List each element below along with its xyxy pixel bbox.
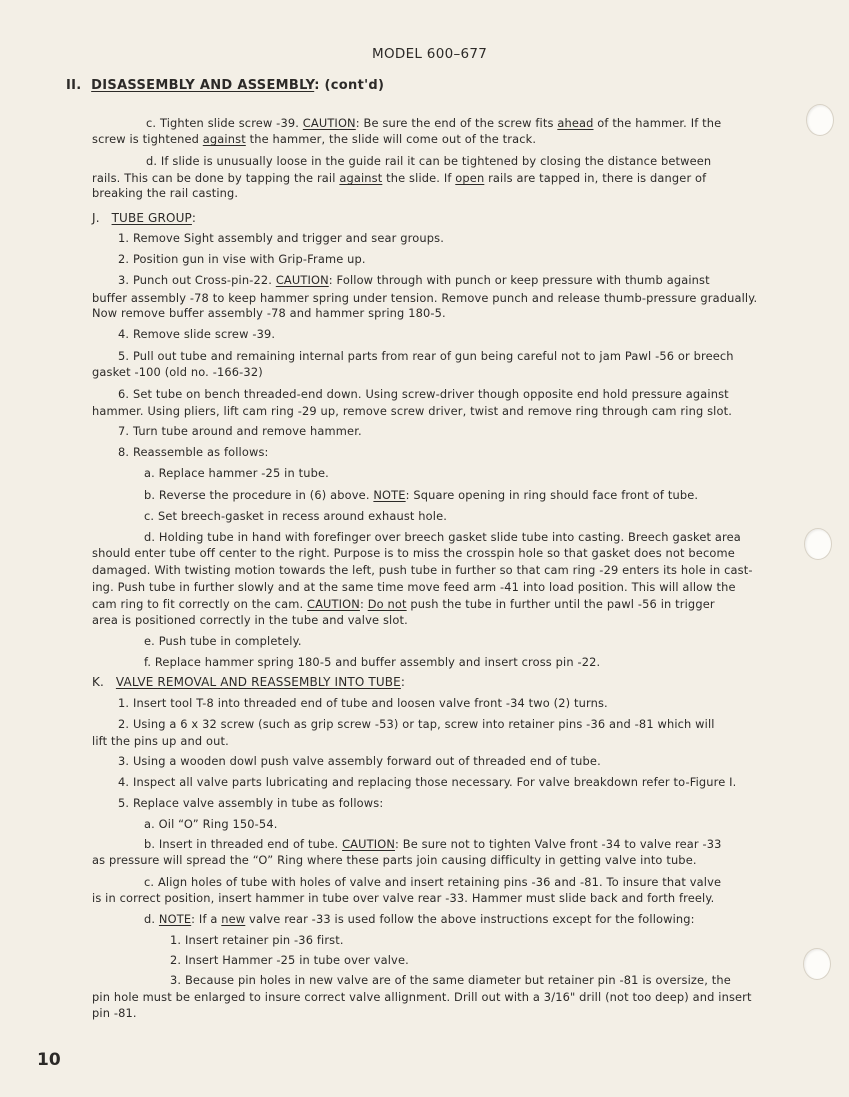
- j-item-8b: b. Reverse the procedure in (6) above. NOTE: Square opening in ring should face front of tube.: [144, 488, 699, 502]
- d-para-line3: breaking the rail casting.: [92, 186, 239, 200]
- j-item-8e: e. Push tube in completely.: [144, 634, 302, 648]
- k-item-5d-sub1: 1. Insert retainer pin -36 first.: [170, 933, 344, 947]
- k-item-1: 1. Insert tool T-8 into threaded end of tube and loosen valve front -34 two (2) turns.: [118, 696, 608, 710]
- j-item-5-line2: gasket -100 (old no. -166-32): [92, 365, 263, 379]
- j-item-5: 5. Pull out tube and remaining internal parts from rear of gun being careful not to jam Pawl -56 or breech: [118, 349, 734, 363]
- j-item-6: 6. Set tube on bench threaded-end down. Using screw-driver though opposite end hold pressure against: [118, 387, 729, 401]
- binder-hole-middle: [804, 528, 832, 560]
- k-item-5d-sub3-line2: pin hole must be enlarged to insure correct valve allignment. Drill out with a 3/16" drill (not too deep) and insert: [92, 990, 752, 1004]
- k-item-3: 3. Using a wooden dowl push valve assembly forward out of threaded end of tube.: [118, 754, 601, 768]
- k-item-5b: b. Insert in threaded end of tube. CAUTION: Be sure not to tighten Valve front -34 to valve rear -33: [144, 837, 722, 851]
- k-item-5a: a. Oil “O” Ring 150-54.: [144, 817, 278, 831]
- k-item-5c-line1: c. Align holes of tube with holes of valve and insert retaining pins -36 and -81. To insure that valve: [144, 875, 722, 889]
- section-j-heading: J. TUBE GROUP:: [92, 211, 197, 225]
- k-item-5d-sub2: 2. Insert Hammer -25 in tube over valve.: [170, 953, 409, 967]
- k-item-2: 2. Using a 6 x 32 screw (such as grip screw -53) or tap, screw into retainer pins -36 and -81 which will: [118, 717, 715, 731]
- section-k-heading: K. VALVE REMOVAL AND REASSEMBLY INTO TUBE:: [92, 675, 406, 689]
- k-item-5d-sub3-line3: pin -81.: [92, 1006, 137, 1020]
- j-item-8d-line2: should enter tube off center to the right. Purpose is to miss the crosspin hole so that gasket does not become: [92, 546, 735, 560]
- k-item-5b-line2: as pressure will spread the “O” Ring where these parts join causing difficulty in getting valve into tube.: [92, 853, 697, 867]
- j-item-3-line2: buffer assembly -78 to keep hammer spring under tension. Remove punch and release thumb-pressure gradually.: [92, 291, 758, 305]
- k-item-4: 4. Inspect all valve parts lubricating and replacing those necessary. For valve breakdown refer to-Figure I.: [118, 775, 737, 789]
- j-item-8d-line5: cam ring to fit correctly on the cam. CAUTION: Do not push the tube in further until the pawl -56 in trigger: [92, 597, 715, 611]
- k-item-2-line2: lift the pins up and out.: [92, 734, 229, 748]
- j-item-7: 7. Turn tube around and remove hammer.: [118, 424, 362, 438]
- k-item-5: 5. Replace valve assembly in tube as follows:: [118, 796, 384, 810]
- binder-hole-bottom: [803, 948, 831, 980]
- binder-hole-top: [806, 104, 834, 136]
- k-item-5d: d. NOTE: If a new valve rear -33 is used follow the above instructions except for the following:: [144, 912, 695, 926]
- page-number: 10: [37, 1050, 61, 1070]
- j-item-3: 3. Punch out Cross-pin-22. CAUTION: Follow through with punch or keep pressure with thumb against: [118, 273, 710, 287]
- j-item-2: 2. Position gun in vise with Grip-Frame up.: [118, 252, 366, 266]
- j-item-8f: f. Replace hammer spring 180-5 and buffer assembly and insert cross pin -22.: [144, 655, 601, 669]
- k-item-5c-line2: is in correct position, insert hammer in tube over valve rear -33. Hammer must slide back and forth freely.: [92, 891, 715, 905]
- c-para-line2: screw is tightened against the hammer, the slide will come out of the track.: [92, 132, 537, 146]
- j-item-6-line2: hammer. Using pliers, lift cam ring -29 up, remove screw driver, twist and remove ring through cam ring slot.: [92, 404, 733, 418]
- j-item-1: 1. Remove Sight assembly and trigger and sear groups.: [118, 231, 444, 245]
- k-item-5d-sub3: 3. Because pin holes in new valve are of the same diameter but retainer pin -81 is oversize, the: [170, 973, 731, 987]
- d-para-line1: d. If slide is unusually loose in the guide rail it can be tightened by closing the distance between: [146, 154, 712, 168]
- j-item-8c: c. Set breech-gasket in recess around exhaust hole.: [144, 509, 448, 523]
- section-ii-heading: II. DISASSEMBLY AND ASSEMBLY: (cont'd): [66, 78, 385, 93]
- j-item-8d-line3: damaged. With twisting motion towards the left, push tube in further so that cam ring -29 enters its hole in cast-: [92, 563, 753, 577]
- j-item-8d-line1: d. Holding tube in hand with forefinger over breech gasket slide tube into casting. Breech gasket area: [144, 530, 741, 544]
- j-item-8d-line4: ing. Push tube in further slowly and at the same time move feed arm -41 into load position. This will allow the: [92, 580, 736, 594]
- page-header-model: MODEL 600–677: [372, 46, 488, 62]
- j-item-8: 8. Reassemble as follows:: [118, 445, 269, 459]
- j-item-8a: a. Replace hammer -25 in tube.: [144, 466, 329, 480]
- j-item-3-line3: Now remove buffer assembly -78 and hammer spring 180-5.: [92, 306, 446, 320]
- j-item-8d-line6: area is positioned correctly in the tube and valve slot.: [92, 613, 408, 627]
- c-para-line1: c. Tighten slide screw -39. CAUTION: Be sure the end of the screw fits ahead of the hammer. If the: [146, 116, 722, 130]
- j-item-4: 4. Remove slide screw -39.: [118, 327, 276, 341]
- d-para-line2: rails. This can be done by tapping the rail against the slide. If open rails are tapped in, there is danger of: [92, 171, 707, 185]
